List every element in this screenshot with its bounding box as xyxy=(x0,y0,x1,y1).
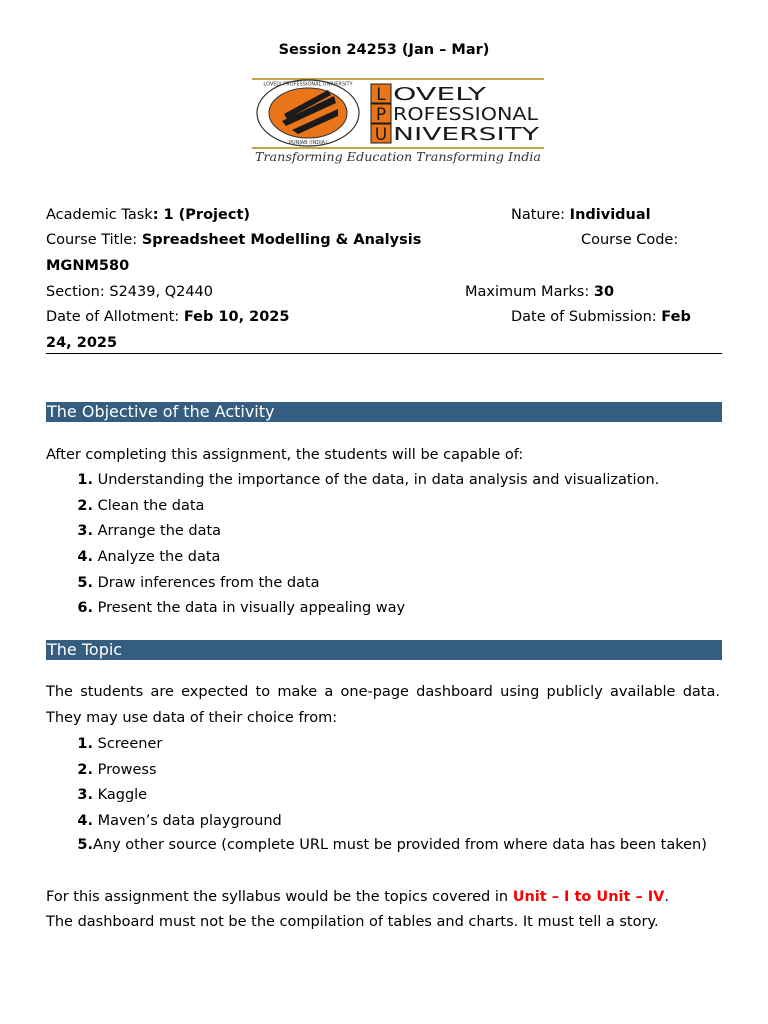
university-logo xyxy=(252,76,544,166)
logo-letter-p: P xyxy=(375,105,387,125)
lpu-logo-graphic xyxy=(252,76,544,166)
dashboard-note: The dashboard must not be the compilation of tables and charts. It must tell a story. xyxy=(46,914,659,930)
course-code-value: MGNM580 xyxy=(46,258,130,274)
course-title: Course Title: Spreadsheet Modelling & Analysis xyxy=(46,232,422,248)
syllabus-units: Unit – I to Unit – IV xyxy=(512,889,665,905)
objective-intro: After completing this assignment, the students will be capable of: xyxy=(46,447,524,463)
divider xyxy=(46,353,722,354)
logo-letter-l: L xyxy=(376,85,386,105)
date-of-allotment: Date of Allotment: Feb 10, 2025 xyxy=(46,309,290,325)
svg-text:PUNJAB (INDIA): PUNJAB (INDIA) xyxy=(288,140,328,146)
objective-heading: The Objective of the Activity xyxy=(46,402,722,422)
source-item: 2. Prowess xyxy=(77,762,157,778)
topic-heading: The Topic xyxy=(46,640,722,660)
logo-letter-u: U xyxy=(374,125,388,145)
objective-item: 3. Arrange the data xyxy=(77,523,222,539)
maximum-marks: Maximum Marks: 30 xyxy=(465,284,615,300)
logo-word-1: OVELY xyxy=(393,84,488,105)
topic-intro: The students are expected to make a one-page dashboard using publicly available data. They may use data of their choice from: xyxy=(46,684,720,726)
logo-word-3: NIVERSITY xyxy=(393,124,541,145)
objective-item: 2. Clean the data xyxy=(77,498,205,514)
nature: Nature: Individual xyxy=(511,207,651,223)
logo-word-2: ROFESSIONAL xyxy=(393,104,538,125)
academic-task: Academic Task: 1 (Project) xyxy=(46,207,250,223)
objective-item: 1. Understanding the importance of the data, in data analysis and visualization. xyxy=(77,472,660,488)
syllabus-note: For this assignment the syllabus would be the topics covered in Unit – I to Unit – IV. xyxy=(46,889,670,905)
source-item: 4. Maven’s data playground xyxy=(77,813,282,829)
date-of-submission: Date of Submission: Feb xyxy=(511,309,691,325)
logo-tagline: Transforming Education Transforming India xyxy=(255,150,541,164)
objective-item: 4. Analyze the data xyxy=(77,549,221,565)
source-item: 5. Any other source (complete URL must be provided from where data has been taken) xyxy=(77,837,707,853)
course-code-label: Course Code: xyxy=(581,232,679,248)
date-of-submission-continued: 24, 2025 xyxy=(46,335,118,351)
objective-item: 6. Present the data in visually appealing way xyxy=(77,600,406,616)
objective-item: 5. Draw inferences from the data xyxy=(77,575,320,591)
session-title: Session 24253 (Jan – Mar) xyxy=(278,42,490,58)
university-seal xyxy=(257,80,359,146)
section: Section: S2439, Q2440 xyxy=(46,284,214,300)
source-item: 3. Kaggle xyxy=(77,787,148,803)
source-item: 1. Screener xyxy=(77,736,163,752)
svg-text:LOVELY PROFESSIONAL UNIVERSITY: LOVELY PROFESSIONAL UNIVERSITY xyxy=(263,81,353,88)
